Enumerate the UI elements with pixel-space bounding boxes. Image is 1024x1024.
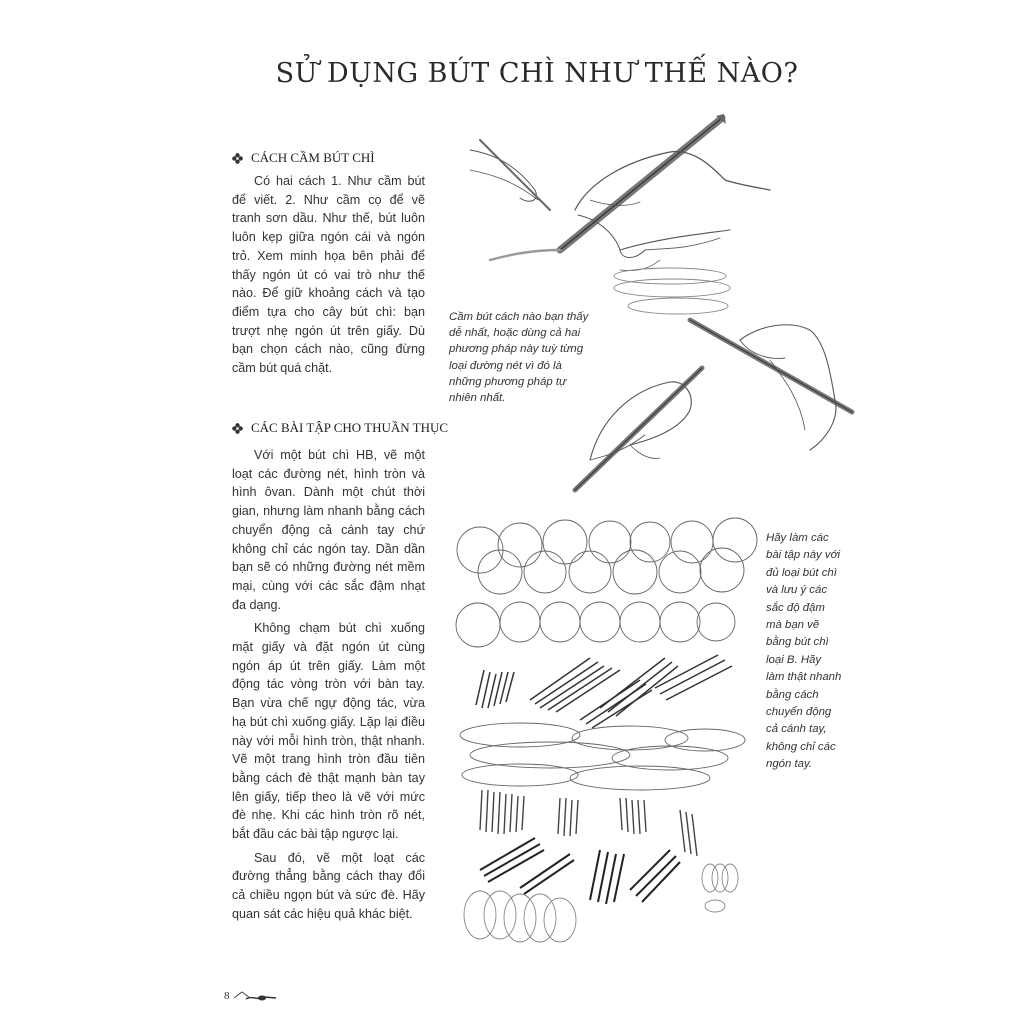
pencil-grip-illustration-writing [470,114,770,271]
oval-exercises [460,723,745,790]
pencil-grip-illustration-painting [575,320,852,490]
pencil-ornament-icon [232,989,278,1003]
paragraph: Không chạm bút chì xuống mặt giấy và đặt ngón út cùng ngón áp út trên giấy. Làm một động tác vòng tròn với bàn tay. Bạn vừa chế ngự động tác, vừa hạ bút chì xuống giấy. Lặp lại điều này với mỗi hình tròn, thật nhanh. Vẽ một trang hình tròn đầu tiên bằng cách đè thật mạnh bàn tay lên giấy, tiếp theo là vẽ với mức đè nhẹ. Khi các hình tròn rõ nét, bắt đầu các bài tập ngược lại. [232,621,425,842]
flower-bullet-icon [232,423,243,434]
hatching-exercises-diagonal [476,655,732,728]
paragraph: Với một bút chì HB, vẽ một loạt các đường nét, hình tròn và hình ôvan. Dành một chút thời gian, nhưng làm nhanh bằng cách chuyển động cả cánh tay chứ không chỉ các ngón tay. Dần dần bạn sẽ có những đường nét mềm mại, cùng với các sắc đậm nhạt đa dạng. [232,448,425,612]
page-title: SỬ DỤNG BÚT CHÌ NHƯ THẾ NÀO? [275,58,799,89]
loop-exercises [464,864,738,942]
page-number: 8 [224,989,278,1003]
section-heading-pencil-grip: CÁCH CẦM BÚT CHÌ [232,150,375,166]
circle-exercises [456,518,757,647]
paragraph: Có hai cách 1. Như cầm bút để viết. 2. Như cầm cọ để vẽ tranh sơn dầu. Như thế, bút luôn luôn kẹp giữa ngón cái và ngón trỏ. Xem minh họa bên phải để thấy ngón út có vai trò như thế nào. Để giữ khoảng cách và tạo điểm tựa cho cây bút chì: bạn trượt nhẹ ngón út trên giấy. Dù bạn chọn cách nào, cũng đừng cầm bút quá chặt. [232,174,425,376]
hatching-exercises-dark [480,838,680,904]
caption-exercises: Hãy làm các bài tập này với đủ loại bút chì và lưu ý các sắc độ đậm mà bạn vẽ bằng bút chì loại B. Hãy làm thật nhanh bằng cách chuyển động cả cánh tay, không chỉ các ngón tay. [766,532,842,771]
hatching-exercises-vertical [480,790,697,856]
paragraph: Sau đó, vẽ một loạt các đường thẳng bằng cách thay đổi cả chiều ngọn bút và sức đè. Hãy quan sát các hiệu quả khác biệt. [232,850,425,921]
section-body-pencil-grip [232,172,425,383]
section-heading-exercises: CÁC BÀI TẬP CHO THUẦN THỤC [232,420,448,436]
ellipse-sketches [614,268,730,314]
flower-bullet-icon [232,153,243,164]
caption-pencil-grip: Cầm bút cách nào bạn thấy dễ nhất, hoặc dùng cả hai phương pháp này tuỳ từng loại đường nét vì đó là những phương pháp tự nhiên nhất. [449,311,589,405]
section-body-exercises [232,446,425,929]
